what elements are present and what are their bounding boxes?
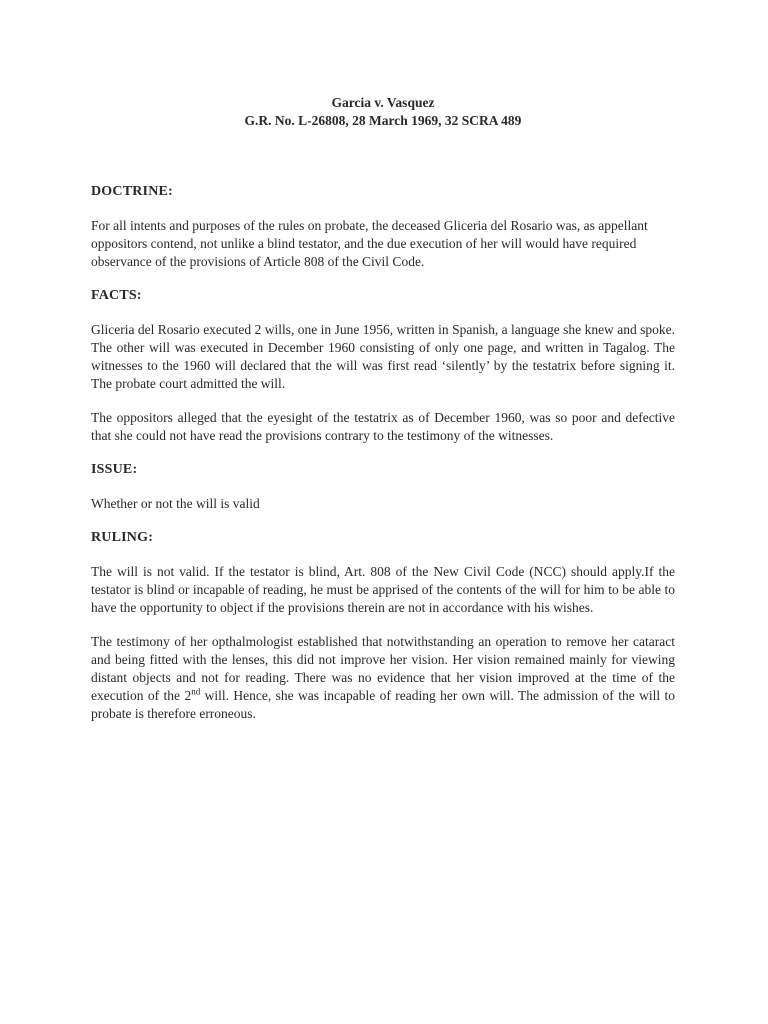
issue-heading: ISSUE: <box>91 462 138 477</box>
case-citation: G.R. No. L-26808, 28 March 1969, 32 SCRA 489 <box>244 113 522 128</box>
document-page <box>91 94 675 723</box>
case-title-block <box>91 94 675 130</box>
facts-paragraph: The oppositors alleged that the eyesight of the testatrix as of December 1960, was so poor and defective that she could not have read the provisions contrary to the testimony of the witnesses. <box>91 410 675 443</box>
ruling-text-after: will. Hence, she was incapable of reading her own will. The admission of the will to probate is therefore erroneous. <box>91 688 676 721</box>
issue-text: Whether or not the will is valid <box>91 496 260 511</box>
case-title: Garcia v. Vasquez <box>331 95 435 110</box>
ruling-text-before: The testimony of her opthalmologist established that notwithstanding an operation to remove her cataract and being fitted with the lenses, this did not improve her vision. Her vision remained mainly for viewing distant objects and not for reading. There was no evidence that her vision improved at the time of the execution of the 2 <box>91 634 675 703</box>
facts-paragraph: Gliceria del Rosario executed 2 wills, one in June 1956, written in Spanish, a language she knew and spoke. The other will was executed in December 1960 consisting of only one page, and written in Tagalog. The witnesses to the 1960 will declared that the will was first read ‘silently’ by the testatrix before signing it. The probate court admitted the will. <box>91 322 675 391</box>
ruling-paragraph <box>91 633 675 723</box>
ordinal-suffix: nd <box>191 686 201 697</box>
ruling-paragraph: The will is not valid. If the testator is blind, Art. 808 of the New Civil Code (NCC) should apply.If the testator is blind or incapable of reading, he must be apprised of the contents of the will for him to be able to have the opportunity to object if the provisions therein are not in accordance with his wishes. <box>91 564 675 615</box>
doctrine-text: For all intents and purposes of the rules on probate, the deceased Gliceria del Rosario was, as appellant oppositors contend, not unlike a blind testator, and the due execution of her will would have required observance of the provisions of Article 808 of the Civil Code. <box>91 218 648 269</box>
facts-heading: FACTS: <box>91 288 142 303</box>
ruling-heading: RULING: <box>91 530 154 545</box>
doctrine-heading: DOCTRINE: <box>91 184 173 199</box>
